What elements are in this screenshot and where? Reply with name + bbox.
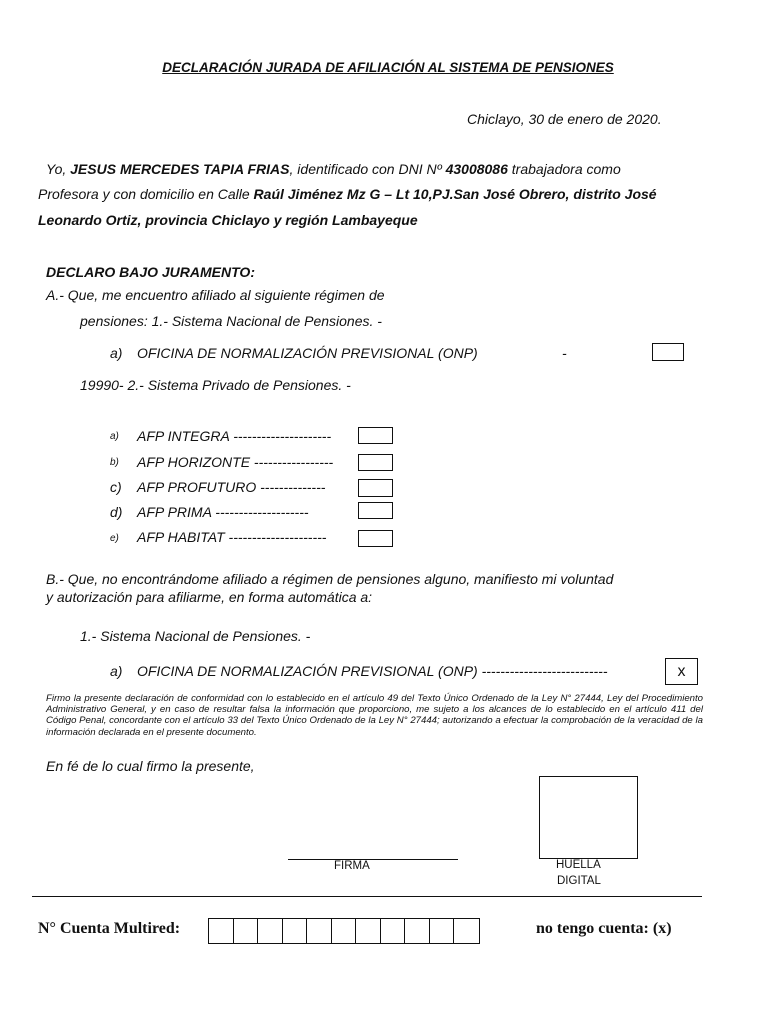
afp-prima-checkbox[interactable] <box>358 502 393 519</box>
afp-prima-label: AFP PRIMA -------------------- <box>137 504 309 520</box>
account-digit-cell[interactable] <box>405 919 430 943</box>
declarant-name: JESUS MERCEDES TAPIA FRIAS <box>70 161 290 177</box>
dni-number: 43008086 <box>445 161 508 177</box>
account-digit-cell[interactable] <box>430 919 455 943</box>
firma-label: FIRMA <box>334 860 370 872</box>
signature-line <box>288 859 458 860</box>
afp-profuturo-label: AFP PROFUTURO -------------- <box>137 479 326 495</box>
section-b-line-3: 1.- Sistema Nacional de Pensiones. - <box>80 628 311 644</box>
account-digit-cell[interactable] <box>454 919 479 943</box>
afp-horizonte-checkbox[interactable] <box>358 454 393 471</box>
intro-line-1 <box>46 161 621 177</box>
afp-horizonte-label: AFP HORIZONTE ----------------- <box>137 454 334 470</box>
separator-line <box>32 896 702 897</box>
section-b-onp-letter: a) <box>110 663 123 679</box>
section-a-line-1: A.- Que, me encuentro afiliado al siguiente régimen de <box>46 287 385 303</box>
address-part-1: Raúl Jiménez Mz G – Lt 10 <box>253 186 429 202</box>
onp-checkbox-b[interactable] <box>665 658 698 685</box>
account-digit-cell[interactable] <box>283 919 308 943</box>
afp-letter: c) <box>110 479 122 495</box>
account-label: N° Cuenta Multired: <box>38 920 181 937</box>
section-a-onp-dash: - <box>562 345 567 361</box>
afp-habitat-checkbox[interactable] <box>358 530 393 547</box>
huella-label: HUELLA <box>556 859 601 871</box>
account-digit-cell[interactable] <box>332 919 357 943</box>
intro-line2-start: Profesora y con domicilio en Calle <box>38 186 250 202</box>
afp-habitat-label: AFP HABITAT --------------------- <box>137 529 327 545</box>
section-a-onp-letter: a) <box>110 345 123 361</box>
document-title: DECLARACIÓN JURADA DE AFILIACIÓN AL SISTEMA DE PENSIONES <box>162 60 614 75</box>
legal-text: Firmo la presente declaración de conformidad con lo establecido en el artículo 49 del Texto Único Ordenado de la Ley N° 27444, Ley del Procedimiento Administrativo General, y en caso de resultar falsa la información que proporciono, me sujeto a los alcances de lo establecido en el artículo 411 del Código Penal, concordante con el artículo 33 del Texto Único Ordenado de la Ley N° 27444; autorizando a efectuar la comprobación de la veracidad de la información declarada en el presente documento. <box>46 693 703 738</box>
section-b-line-1: B.- Que, no encontrándome afiliado a régimen de pensiones alguno, manifiesto mi voluntad <box>46 571 614 587</box>
intro-line-3: Leonardo Ortiz, provincia Chiclayo y región Lambayeque <box>38 212 418 228</box>
address-part-2: ,PJ.San José Obrero, distrito José <box>428 186 657 202</box>
digital-label: DIGITAL <box>557 875 601 887</box>
section-a-line-3: 19990- 2.- Sistema Privado de Pensiones. - <box>80 377 351 393</box>
afp-letter: b) <box>110 457 119 468</box>
fingerprint-box <box>539 776 638 859</box>
afp-letter: a) <box>110 431 119 442</box>
onp-checkbox-b-mark: x <box>677 662 686 680</box>
section-b-onp-label: OFICINA DE NORMALIZACIÓN PREVISIONAL (ONP) --------------------------- <box>137 663 608 679</box>
account-digit-cell[interactable] <box>209 919 234 943</box>
closing-text: En fé de lo cual firmo la presente, <box>46 758 255 774</box>
afp-letter: d) <box>110 504 123 520</box>
account-number-cells[interactable] <box>208 918 480 944</box>
account-digit-cell[interactable] <box>381 919 406 943</box>
account-digit-cell[interactable] <box>258 919 283 943</box>
afp-integra-label: AFP INTEGRA --------------------- <box>137 428 332 444</box>
account-digit-cell[interactable] <box>356 919 381 943</box>
section-a-onp-label: OFICINA DE NORMALIZACIÓN PREVISIONAL (ONP) <box>137 345 478 361</box>
account-digit-cell[interactable] <box>234 919 259 943</box>
section-b-line-2: y autorización para afiliarme, en forma automática a: <box>46 589 373 605</box>
account-digit-cell[interactable] <box>307 919 332 943</box>
afp-integra-checkbox[interactable] <box>358 427 393 444</box>
section-a-line-2: pensiones: 1.- Sistema Nacional de Pensiones. - <box>80 313 382 329</box>
no-account-label: no tengo cuenta: (x) <box>536 920 672 937</box>
intro-identificado: , identificado con DNI Nº <box>289 161 442 177</box>
intro-trabajadora: trabajadora como <box>511 161 621 177</box>
afp-profuturo-checkbox[interactable] <box>358 479 393 497</box>
declaro-heading: DECLARO BAJO JURAMENTO: <box>46 264 255 280</box>
afp-letter: e) <box>110 533 119 544</box>
onp-checkbox-a[interactable] <box>652 343 684 361</box>
intro-yo: Yo, <box>46 161 67 177</box>
place-date: Chiclayo, 30 de enero de 2020. <box>467 111 662 127</box>
intro-line-2 <box>38 186 657 202</box>
